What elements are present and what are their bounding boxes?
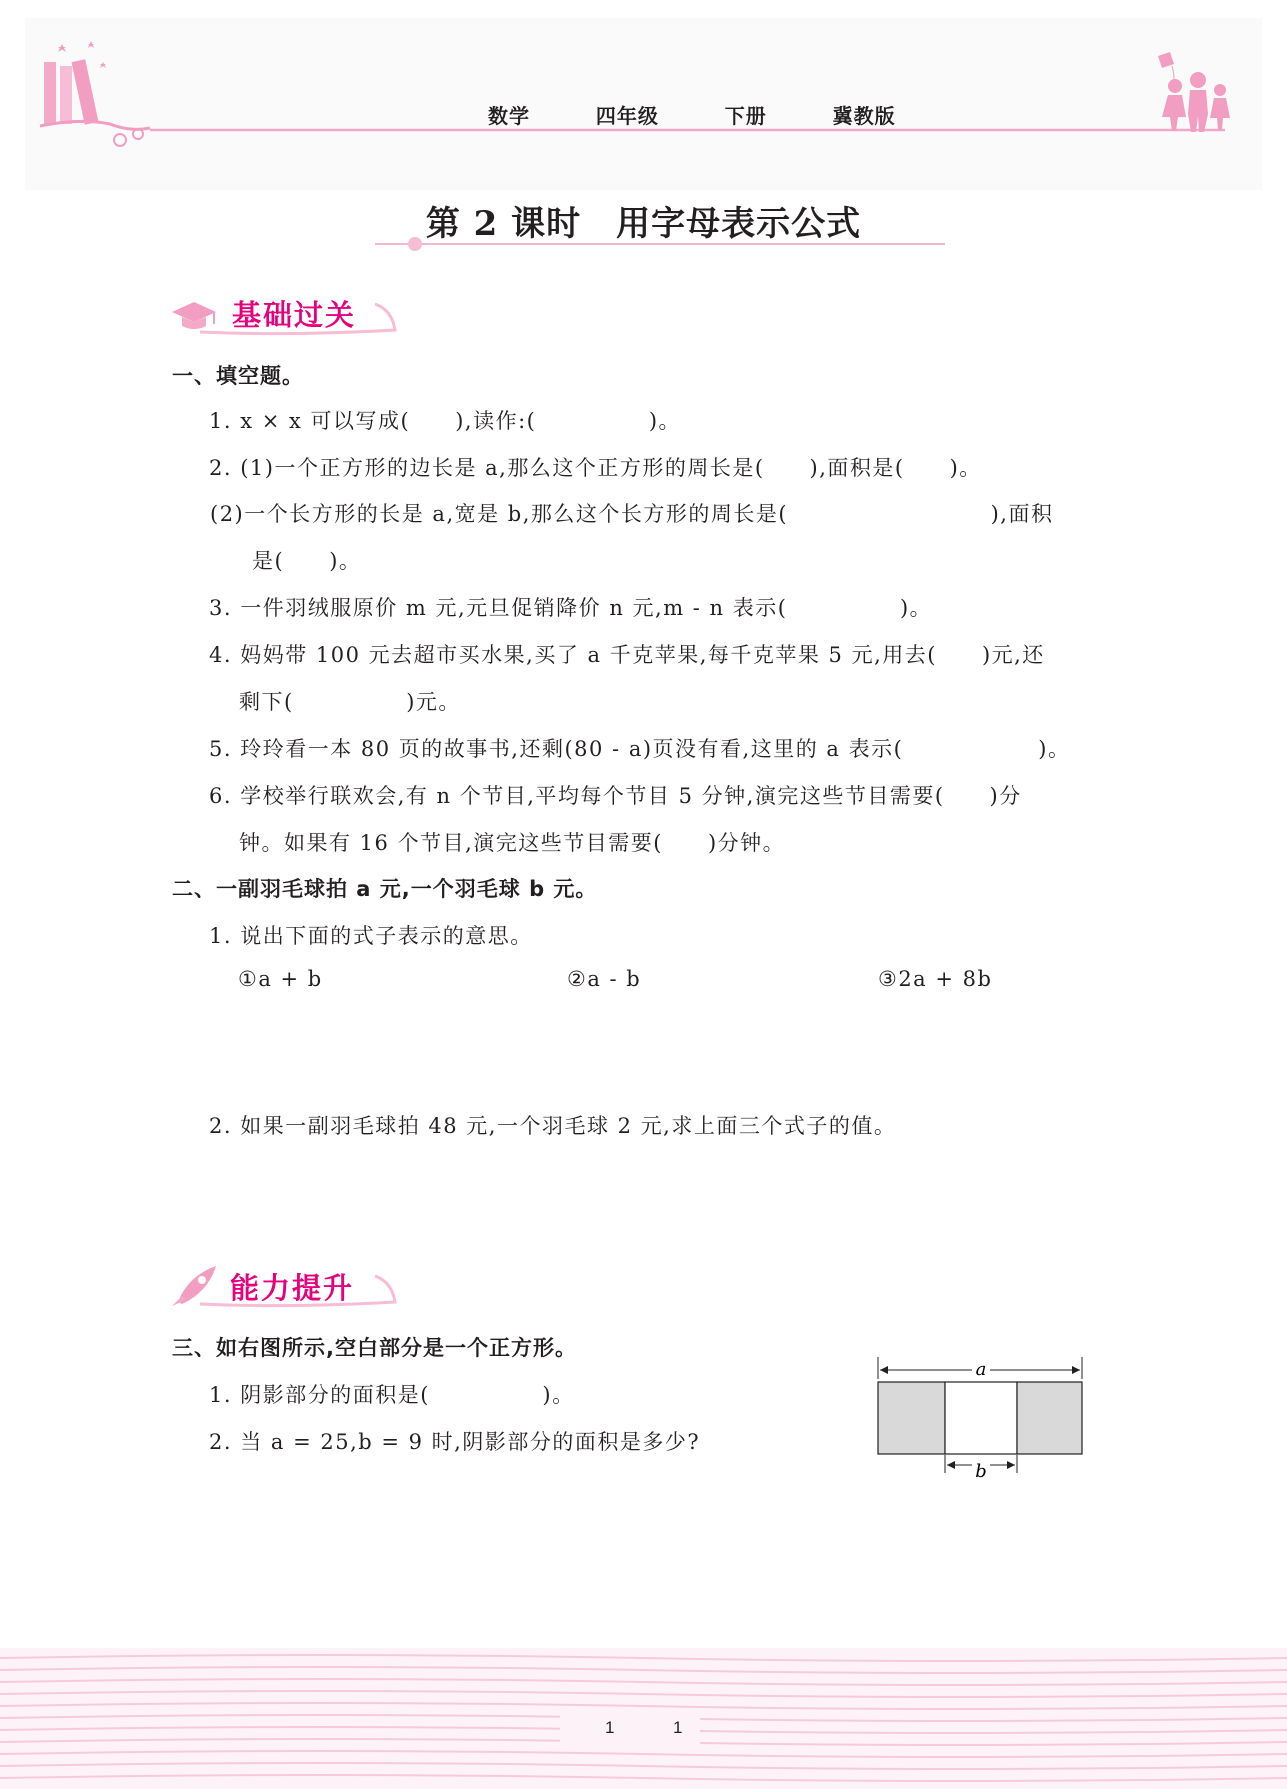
shaded-right	[1017, 1382, 1082, 1454]
q6-line-cont: 钟。如果有 16 个节目,演完这些节目需要( )分钟。	[239, 831, 786, 855]
part2-heading: 二、一副羽毛球拍 a 元,一个羽毛球 b 元。	[172, 877, 598, 901]
q2-2-line: (2)一个长方形的长是 a,宽是 b,那么这个长方形的周长是( ),面积	[210, 502, 1054, 526]
section-title-basic: 基础过关	[232, 298, 357, 332]
q4-line: 4. 妈妈带 100 元去超市买水果,买了 a 千克苹果,每千克苹果 5 元,用去( )元,还	[209, 643, 1045, 667]
page-number-left: 1	[605, 1718, 615, 1737]
part1-heading: 一、填空题。	[172, 364, 304, 388]
q2-2-line-cont: 是( )。	[252, 549, 362, 573]
part3-q2: 2. 当 a = 25,b = 9 时,阴影部分的面积是多少?	[209, 1430, 701, 1454]
header-decoration	[0, 0, 1287, 190]
section-title-advanced: 能力提升	[230, 1271, 355, 1305]
expr-1: ①a + b	[238, 967, 323, 991]
label-b: b	[975, 1461, 987, 1482]
q3-line: 3. 一件羽绒服原价 m 元,元旦促销降价 n 元,m - n 表示( )。	[209, 596, 933, 620]
q4-line-cont: 剩下( )元。	[239, 690, 461, 714]
graduation-cap-icon	[172, 302, 216, 329]
title-underline	[375, 235, 945, 255]
expr-3: ③2a + 8b	[878, 967, 993, 991]
part3-heading: 三、如右图所示,空白部分是一个正方形。	[172, 1336, 577, 1360]
footer-decoration	[0, 1648, 1287, 1789]
blank-square	[945, 1382, 1017, 1454]
shaded-left	[878, 1382, 945, 1454]
page-number-right: 1	[673, 1718, 683, 1737]
q5-line: 5. 玲玲看一本 80 页的故事书,还剩(80 - a)页没有看,这里的 a 表示( )。	[209, 737, 1071, 761]
rocket-icon	[172, 1266, 216, 1306]
lesson-title: 第 2 课时 用字母表示公式	[425, 204, 862, 244]
expr-2: ②a - b	[567, 967, 642, 991]
square-figure	[870, 1355, 1090, 1485]
q2-1-line: 2. (1)一个正方形的边长是 a,那么这个正方形的周长是( ),面积是( )。	[209, 456, 982, 480]
label-a: a	[975, 1359, 987, 1380]
part3-q1: 1. 阴影部分的面积是( )。	[209, 1383, 575, 1407]
q1-line: 1. x × x 可以写成( ),读作:( )。	[209, 409, 682, 433]
header-subject: 数学 四年级 下册 冀教版	[488, 104, 896, 128]
q6-line: 6. 学校举行联欢会,有 n 个节目,平均每个节目 5 分钟,演完这些节目需要( )分	[209, 784, 1022, 808]
part2-q1: 1. 说出下面的式子表示的意思。	[209, 924, 533, 948]
part2-q2: 2. 如果一副羽毛球拍 48 元,一个羽毛球 2 元,求上面三个式子的值。	[209, 1114, 897, 1138]
